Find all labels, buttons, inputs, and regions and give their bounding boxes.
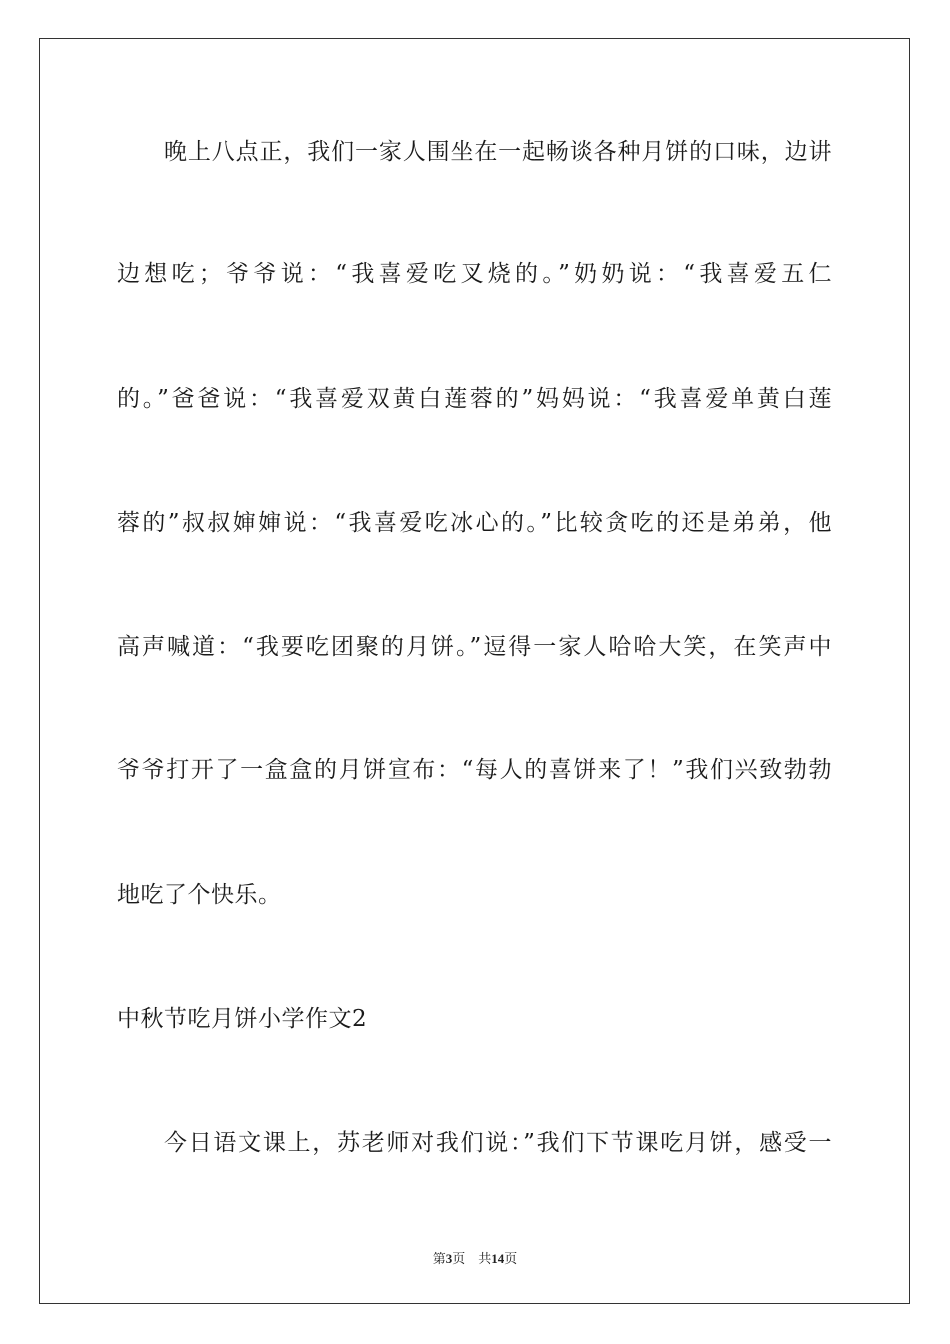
page-border [39, 38, 910, 1304]
section-heading: 中秋节吃月饼小学作文2 [117, 1006, 368, 1032]
paragraph-line: 高声喊道：“我要吃团聚的月饼。”逗得一家人哈哈大笑，在笑声中 [117, 634, 832, 660]
paragraph-line: 地吃了个快乐。 [117, 882, 282, 908]
paragraph-line: 今日语文课上，苏老师对我们说：”我们下节课吃月饼，感受一 [164, 1130, 832, 1156]
page-footer [0, 1248, 950, 1267]
paragraph-line: 的。”爸爸说：“我喜爱双黄白莲蓉的”妈妈说：“我喜爱单黄白莲 [117, 386, 832, 412]
current-page-number: 3 [445, 1251, 453, 1266]
footer-prefix: 第 [432, 1252, 446, 1267]
paragraph-line: 蓉的”叔叔婶婶说：“我喜爱吃冰心的。”比较贪吃的还是弟弟，他 [117, 510, 832, 536]
paragraph-line: 边想吃；爷爷说：“我喜爱吃叉烧的。”奶奶说：“我喜爱五仁 [117, 261, 832, 287]
footer-mid: 页 共 [452, 1252, 492, 1267]
footer-suffix: 页 [504, 1252, 518, 1267]
paragraph-line: 爷爷打开了一盒盒的月饼宣布：“每人的喜饼来了！”我们兴致勃勃 [117, 757, 832, 783]
total-pages-number: 14 [491, 1251, 505, 1266]
paragraph-line: 晚上八点正，我们一家人围坐在一起畅谈各种月饼的口味，边讲 [164, 139, 832, 165]
